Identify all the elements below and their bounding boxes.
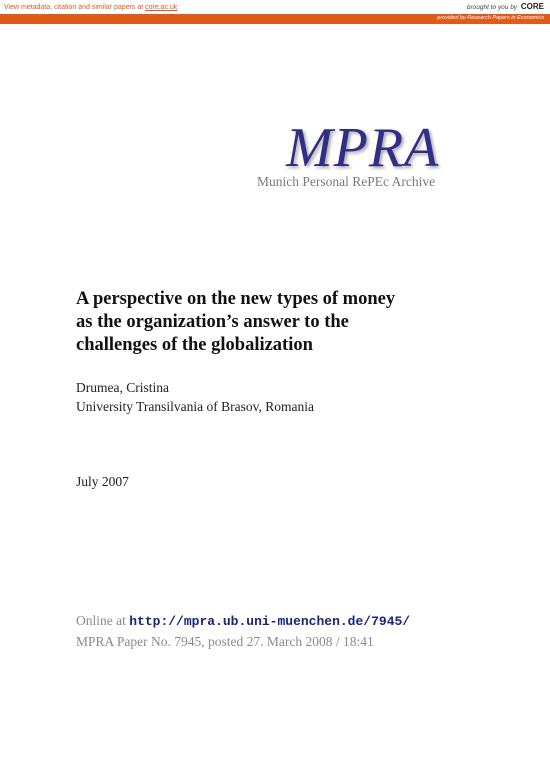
title-line: A perspective on the new types of money	[76, 289, 396, 309]
core-brought-text: brought to you by	[466, 4, 518, 11]
publication-date: July 2007	[76, 474, 129, 489]
core-metadata-notice	[4, 4, 177, 11]
core-strip	[0, 14, 550, 24]
core-provided-text: provided by Research Papers in Economics	[437, 15, 544, 21]
title-line: as the organization’s answer to the	[76, 312, 349, 332]
mpra-logo: MPRA	[286, 117, 440, 179]
paper-info: MPRA Paper No. 7945, posted 27. March 2008 / 18:41	[76, 634, 374, 649]
core-brought-by	[467, 2, 544, 11]
author-block	[76, 378, 314, 416]
core-banner	[0, 0, 550, 24]
core-logo[interactable]: CORE	[520, 2, 544, 11]
online-info	[76, 611, 410, 652]
online-prefix: Online at	[76, 613, 126, 628]
author-affiliation: University Transilvania of Brasov, Romania	[76, 399, 314, 414]
title-line: challenges of the globalization	[76, 335, 313, 355]
core-metadata-text: View metadata, citation and similar papers at	[4, 4, 144, 11]
author-name: Drumea, Cristina	[76, 380, 169, 395]
paper-url-link[interactable]: http://mpra.ub.uni-muenchen.de/7945/	[129, 614, 411, 629]
mpra-subtitle: Munich Personal RePEc Archive	[257, 174, 436, 189]
core-link[interactable]: core.ac.uk	[145, 4, 178, 11]
paper-title	[76, 288, 496, 357]
